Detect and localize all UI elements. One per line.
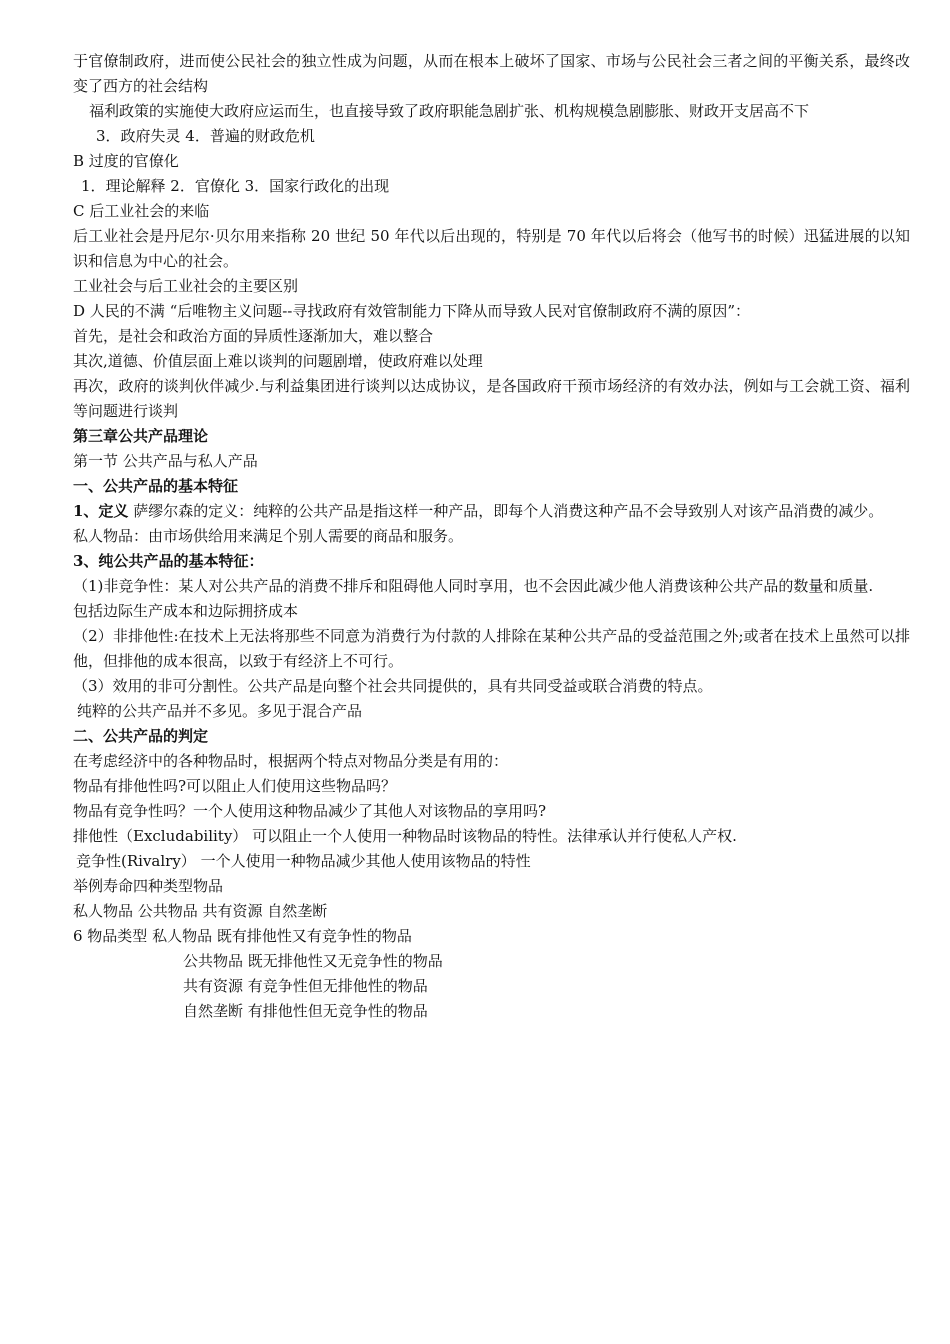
heading-bureaucratization: B 过度的官僚化 [73,152,179,170]
heading-public-discontent: D 人民的不满 “后唯物主义问题--寻找政府有效管制能力下降从而导致人民对官僚制政府不满的原因”： [73,302,751,320]
paragraph-definition [73,499,910,524]
text-private-goods: 私人物品：由市场供给用来满足个别人需要的商品和服务。 [73,527,464,545]
paragraph-welfare-policy: 福利政策的实施使大政府应运而生，也直接导致了政府职能急剧扩张、机构规模急剧膨胀、财政开支居高不下 [89,102,810,120]
paragraph-civil-society: 于官僚制政府，进而使公民社会的独立性成为问题，从而在根本上破坏了国家、市场与公民社会三者之间的平衡关系，最终改变了西方的社会结构 [73,52,910,95]
list-government-failure: 3．政府失灵 4．普遍的财政危机 [96,127,315,145]
text-rival-question: 物品有竞争性吗？一个人使用这种物品减少了其他人对该物品的享用吗? [73,802,547,820]
text-rivalry-def: 竞争性(Rivalry） 一个人使用一种物品减少其他人使用该物品的特性 [76,852,531,870]
text-indivisibility: （3）效用的非可分割性。公共产品是向整个社会共同提供的，具有共同受益或联合消费的特点。 [73,677,713,695]
chapter-title: 第三章公共产品理论 [73,427,209,445]
paragraph-non-excludability: （2）非排他性:在技术上无法将那些不同意为消费行为付款的人排除在某种公共产品的受益范围之外;或者在技术上虽然可以排他，但排他的成本很高，以致于有经济上不可行。 [73,627,910,670]
definition-label: 1、定义 [73,502,129,520]
goods-type-row-private: 6 物品类型 私人物品 既有排他性又有竞争性的物品 [73,927,412,945]
text-mixed-goods: 纯粹的公共产品并不多见。多见于混合产品 [77,702,363,720]
text-excludable-question: 物品有排他性吗?可以阻止人们使用这些物品吗？ [73,777,397,795]
goods-type-row-public: 公共物品 既无排他性又无竞争性的物品 [183,952,443,970]
text-first: 首先，是社会和政治方面的异质性逐渐加大，难以整合 [73,327,434,345]
goods-type-row-common: 共有资源 有竞争性但无排他性的物品 [183,977,428,995]
text-excludability-def: 排他性（Excludability） 可以阻止一个人使用一种物品时该物品的特性。法律承认并行使私人产权. [73,827,737,845]
text-industrial-difference: 工业社会与后工业社会的主要区别 [73,277,299,295]
paragraph-post-industrial: 后工业社会是丹尼尔·贝尔用来指称 20 世纪 50 年代以后出现的，特别是 70 年代以后将会（他写书的时候）迅猛进展的以知识和信息为中心的社会。 [73,227,910,270]
paragraph-non-rivalry: （1)非竞争性：某人对公共产品的消费不排斥和阻碍他人同时享用，也不会因此减少他人消费该种公共产品的数量和质量. [73,577,874,595]
heading-post-industrial: C 后工业社会的来临 [73,202,210,220]
definition-text: 萨缪尔森的定义：纯粹的公共产品是指这样一种产品，即每个人消费这种产品不会导致别人对该产品消费的减少。 [128,502,884,520]
text-type-list: 私人物品 公共物品 共有资源 自然垄断 [73,902,328,920]
text-four-types: 举例寿命四种类型物品 [73,877,224,895]
text-marginal-cost: 包括边际生产成本和边际拥挤成本 [73,602,299,620]
text-classification: 在考虑经济中的各种物品时，根据两个特点对物品分类是有用的： [73,752,509,770]
section-title: 第一节 公共产品与私人产品 [73,452,258,470]
heading-judgement: 二、公共产品的判定 [73,727,209,745]
heading-pure-public-features: 3、纯公共产品的基本特征： [73,552,264,570]
goods-type-row-monopoly: 自然垄断 有排他性但无竞争性的物品 [183,1002,428,1020]
heading-basic-features: 一、公共产品的基本特征 [73,477,239,495]
text-second: 其次,道德、价值层面上难以谈判的问题剧增，使政府难以处理 [73,352,483,370]
list-bureaucratization: 1．理论解释 2．官僚化 3．国家行政化的出现 [81,177,390,195]
paragraph-third: 再次，政府的谈判伙伴减少.与利益集团进行谈判以达成协议，是各国政府干预市场经济的有效办法，例如与工会就工资、福利等问题进行谈判 [73,377,910,420]
